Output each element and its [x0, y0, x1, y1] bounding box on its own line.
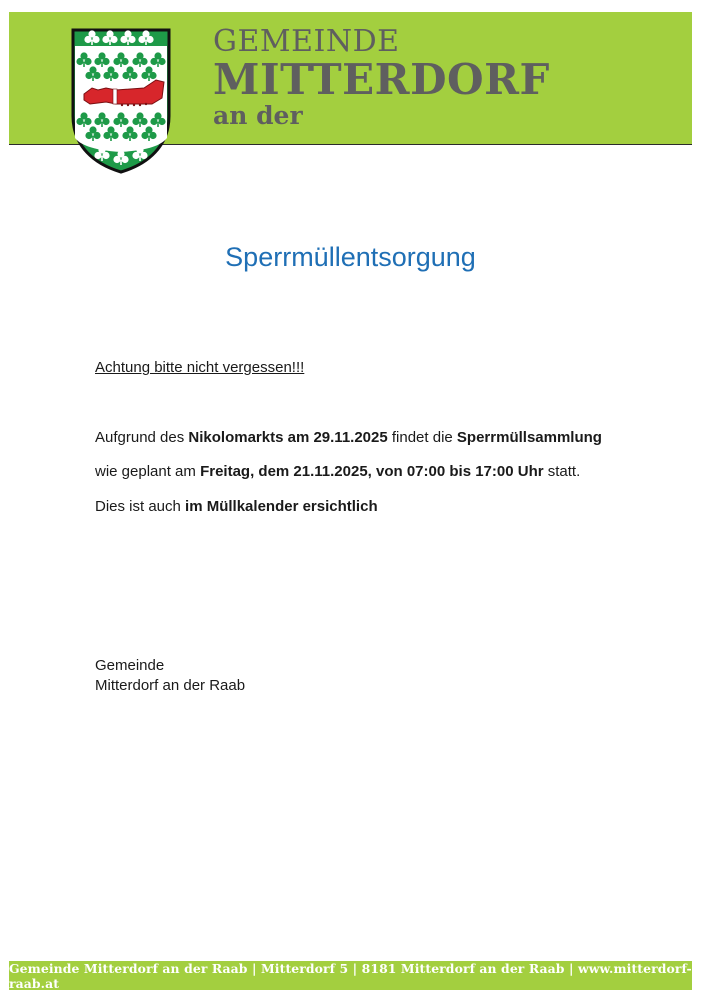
text-segment: Aufgrund des — [95, 429, 189, 446]
signature-line-1: Gemeinde — [95, 657, 165, 674]
brand-line-mitterdorf: MITTERDORF — [213, 55, 550, 104]
footer-contact: Gemeinde Mitterdorf an der Raab | Mitterdorf 5 | 8181 Mitterdorf an der Raab | www.mitterdorf-raab.at — [9, 960, 692, 991]
municipal-coat-of-arms-icon — [70, 28, 172, 174]
municipality-brand — [213, 24, 550, 132]
notice-paragraph-3 — [95, 497, 378, 517]
text-segment: statt. — [543, 463, 581, 480]
notice-heading: Achtung bitte nicht vergessen!!! — [95, 359, 305, 376]
collection-date-time: Freitag, dem 21.11.2025, von 07:00 bis 17:00 Uhr — [200, 463, 544, 480]
footer-band — [9, 961, 692, 990]
collection-name: Sperrmüllsammlung — [456, 429, 602, 446]
notice-paragraph-2 — [95, 462, 580, 482]
signature — [95, 656, 245, 696]
calendar-reference: im Müllkalender ersichtlich — [185, 498, 378, 515]
brand-line-an-der: an der — [213, 101, 303, 130]
text-segment: findet die — [387, 429, 457, 446]
brand-line-gemeinde: GEMEINDE — [213, 24, 400, 59]
notice-paragraph-1 — [95, 428, 602, 448]
signature-line-2: Mitterdorf an der Raab — [95, 677, 246, 694]
text-segment: Dies ist auch — [95, 498, 186, 515]
event-name-date: Nikolomarkts am 29.11.2025 — [188, 429, 388, 446]
text-segment: wie geplant am — [95, 463, 201, 480]
page-title: Sperrmüllentsorgung — [225, 242, 476, 272]
